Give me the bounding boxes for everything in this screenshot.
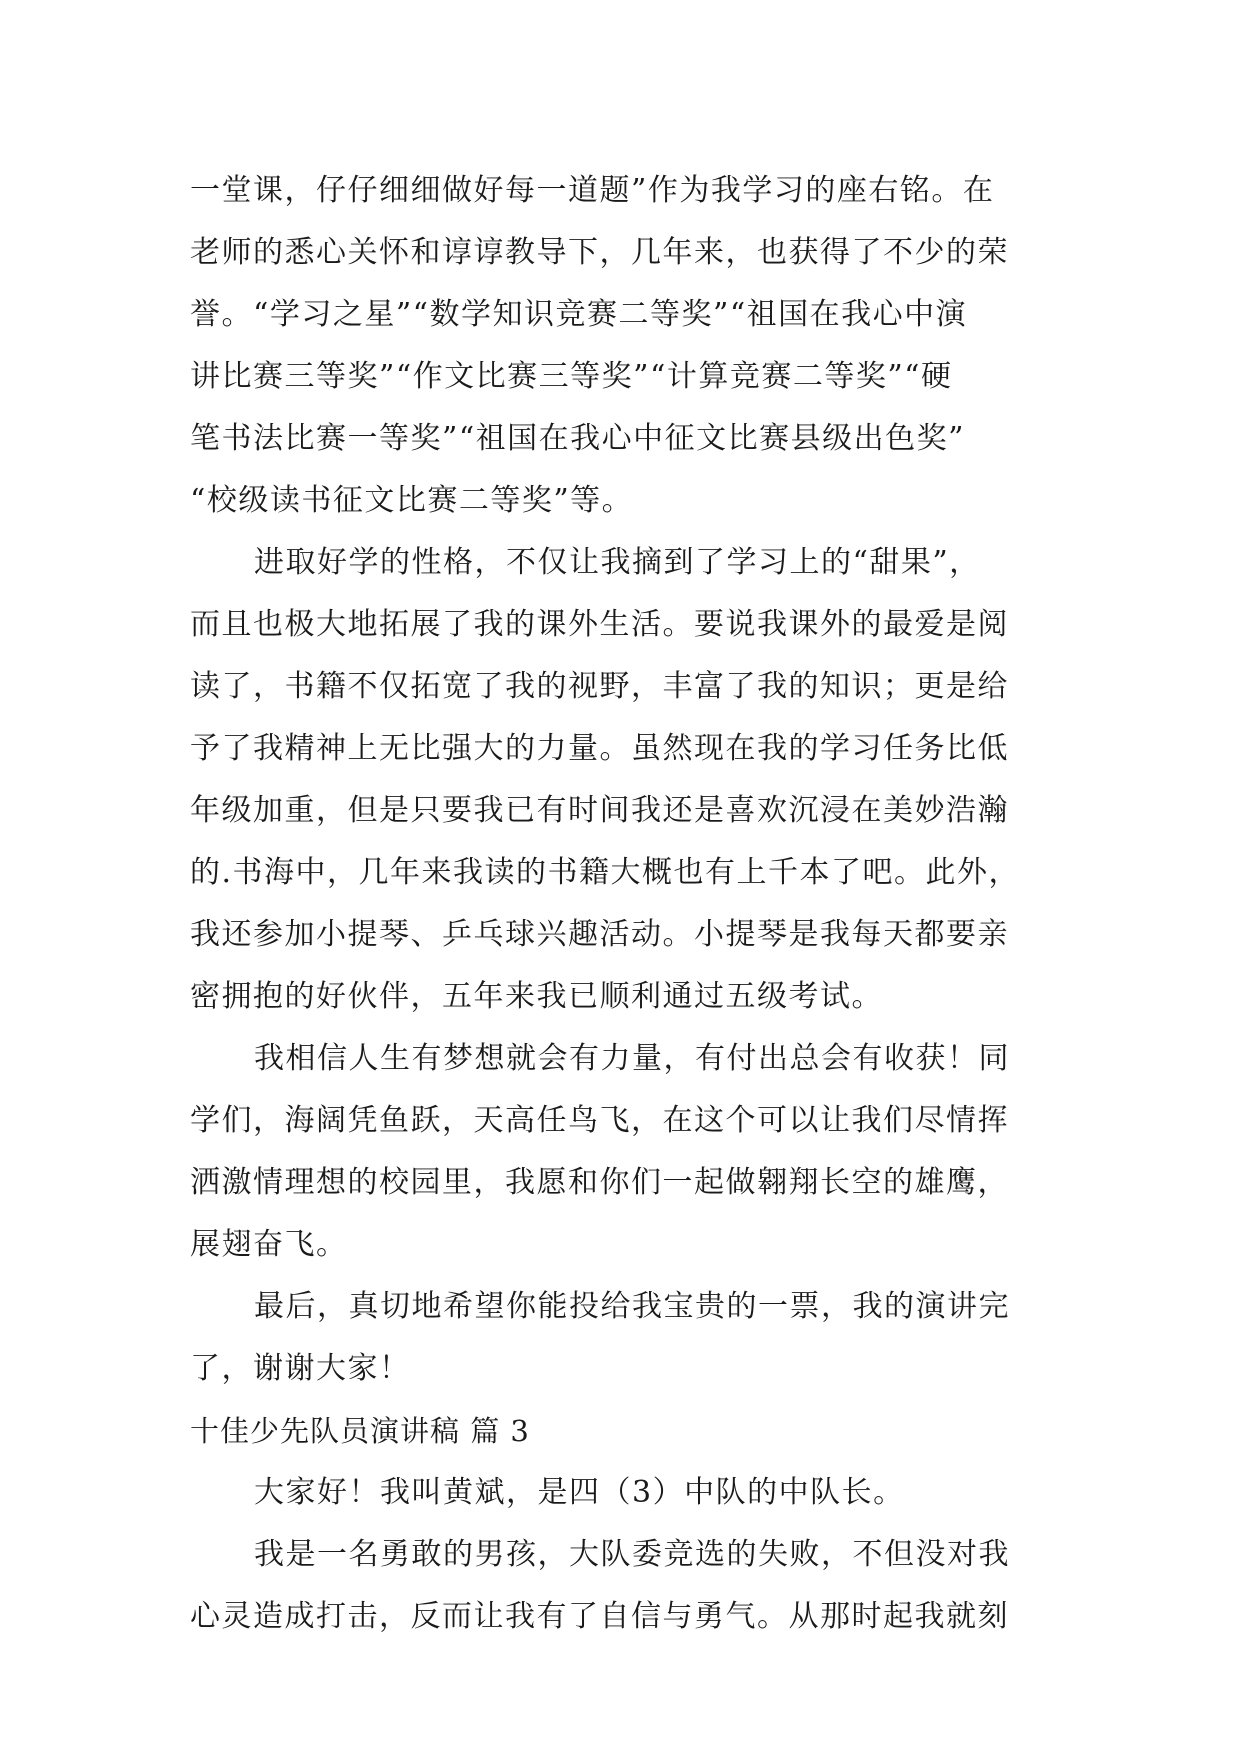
text-line: 洒激情理想的校园里，我愿和你们一起做翱翔长空的雄鹰， (190, 1165, 1009, 1200)
text-line: 讲比赛三等奖”“作文比赛三等奖”“计算竞赛二等奖”“硬 (190, 359, 953, 394)
text-line: 密拥抱的好伙伴，五年来我已顺利通过五级考试。 (190, 979, 883, 1014)
text-line: 年级加重，但是只要我已有时间我还是喜欢沉浸在美妙浩瀚 (190, 793, 1009, 828)
paragraph-first-line: 大家好！我叫黄斌，是四（3）中队的中队长。 (254, 1475, 905, 1510)
text-line: 学们，海阔凭鱼跃，天高任鸟飞，在这个可以让我们尽情挥 (190, 1103, 1009, 1138)
text-line: 了，谢谢大家！ (190, 1351, 411, 1386)
text-line: 心灵造成打击，反而让我有了自信与勇气。从那时起我就刻 (190, 1599, 1009, 1634)
text-line: 一堂课，仔仔细细做好每一道题”作为我学习的座右铭。在 (190, 173, 995, 208)
paragraph-first-line: 我是一名勇敢的男孩，大队委竞选的失败，不但没对我 (254, 1537, 1010, 1572)
text-line: 的.书海中，几年来我读的书籍大概也有上千本了吧。此外， (190, 855, 1021, 890)
text-line: “校级读书征文比赛二等奖”等。 (190, 483, 634, 518)
section-heading: 十佳少先队员演讲稿 篇 3 (190, 1414, 530, 1448)
text-line: 老师的悉心关怀和谆谆教导下，几年来，也获得了不少的荣 (190, 235, 1009, 270)
document-body (190, 160, 1070, 1648)
text-line: 我还参加小提琴、乒乓球兴趣活动。小提琴是我每天都要亲 (190, 917, 1009, 952)
paragraph-first-line: 我相信人生有梦想就会有力量，有付出总会有收获！同 (254, 1041, 1010, 1076)
text-line: 展翅奋飞。 (190, 1227, 348, 1262)
paragraph-first-line: 进取好学的性格，不仅让我摘到了学习上的“甜果”， (254, 545, 981, 580)
text-line: 笔书法比赛一等奖”“祖国在我心中征文比赛县级出色奖” (190, 421, 966, 456)
paragraph-first-line: 最后，真切地希望你能投给我宝贵的一票，我的演讲完 (254, 1289, 1010, 1324)
text-line: 予了我精神上无比强大的力量。虽然现在我的学习任务比低 (190, 731, 1009, 766)
text-line: 而且也极大地拓展了我的课外生活。要说我课外的最爱是阅 (190, 607, 1009, 642)
text-line: 读了，书籍不仅拓宽了我的视野，丰富了我的知识；更是给 (190, 669, 1009, 704)
text-line: 誉。“学习之星”“数学知识竞赛二等奖”“祖国在我心中演 (190, 297, 968, 332)
